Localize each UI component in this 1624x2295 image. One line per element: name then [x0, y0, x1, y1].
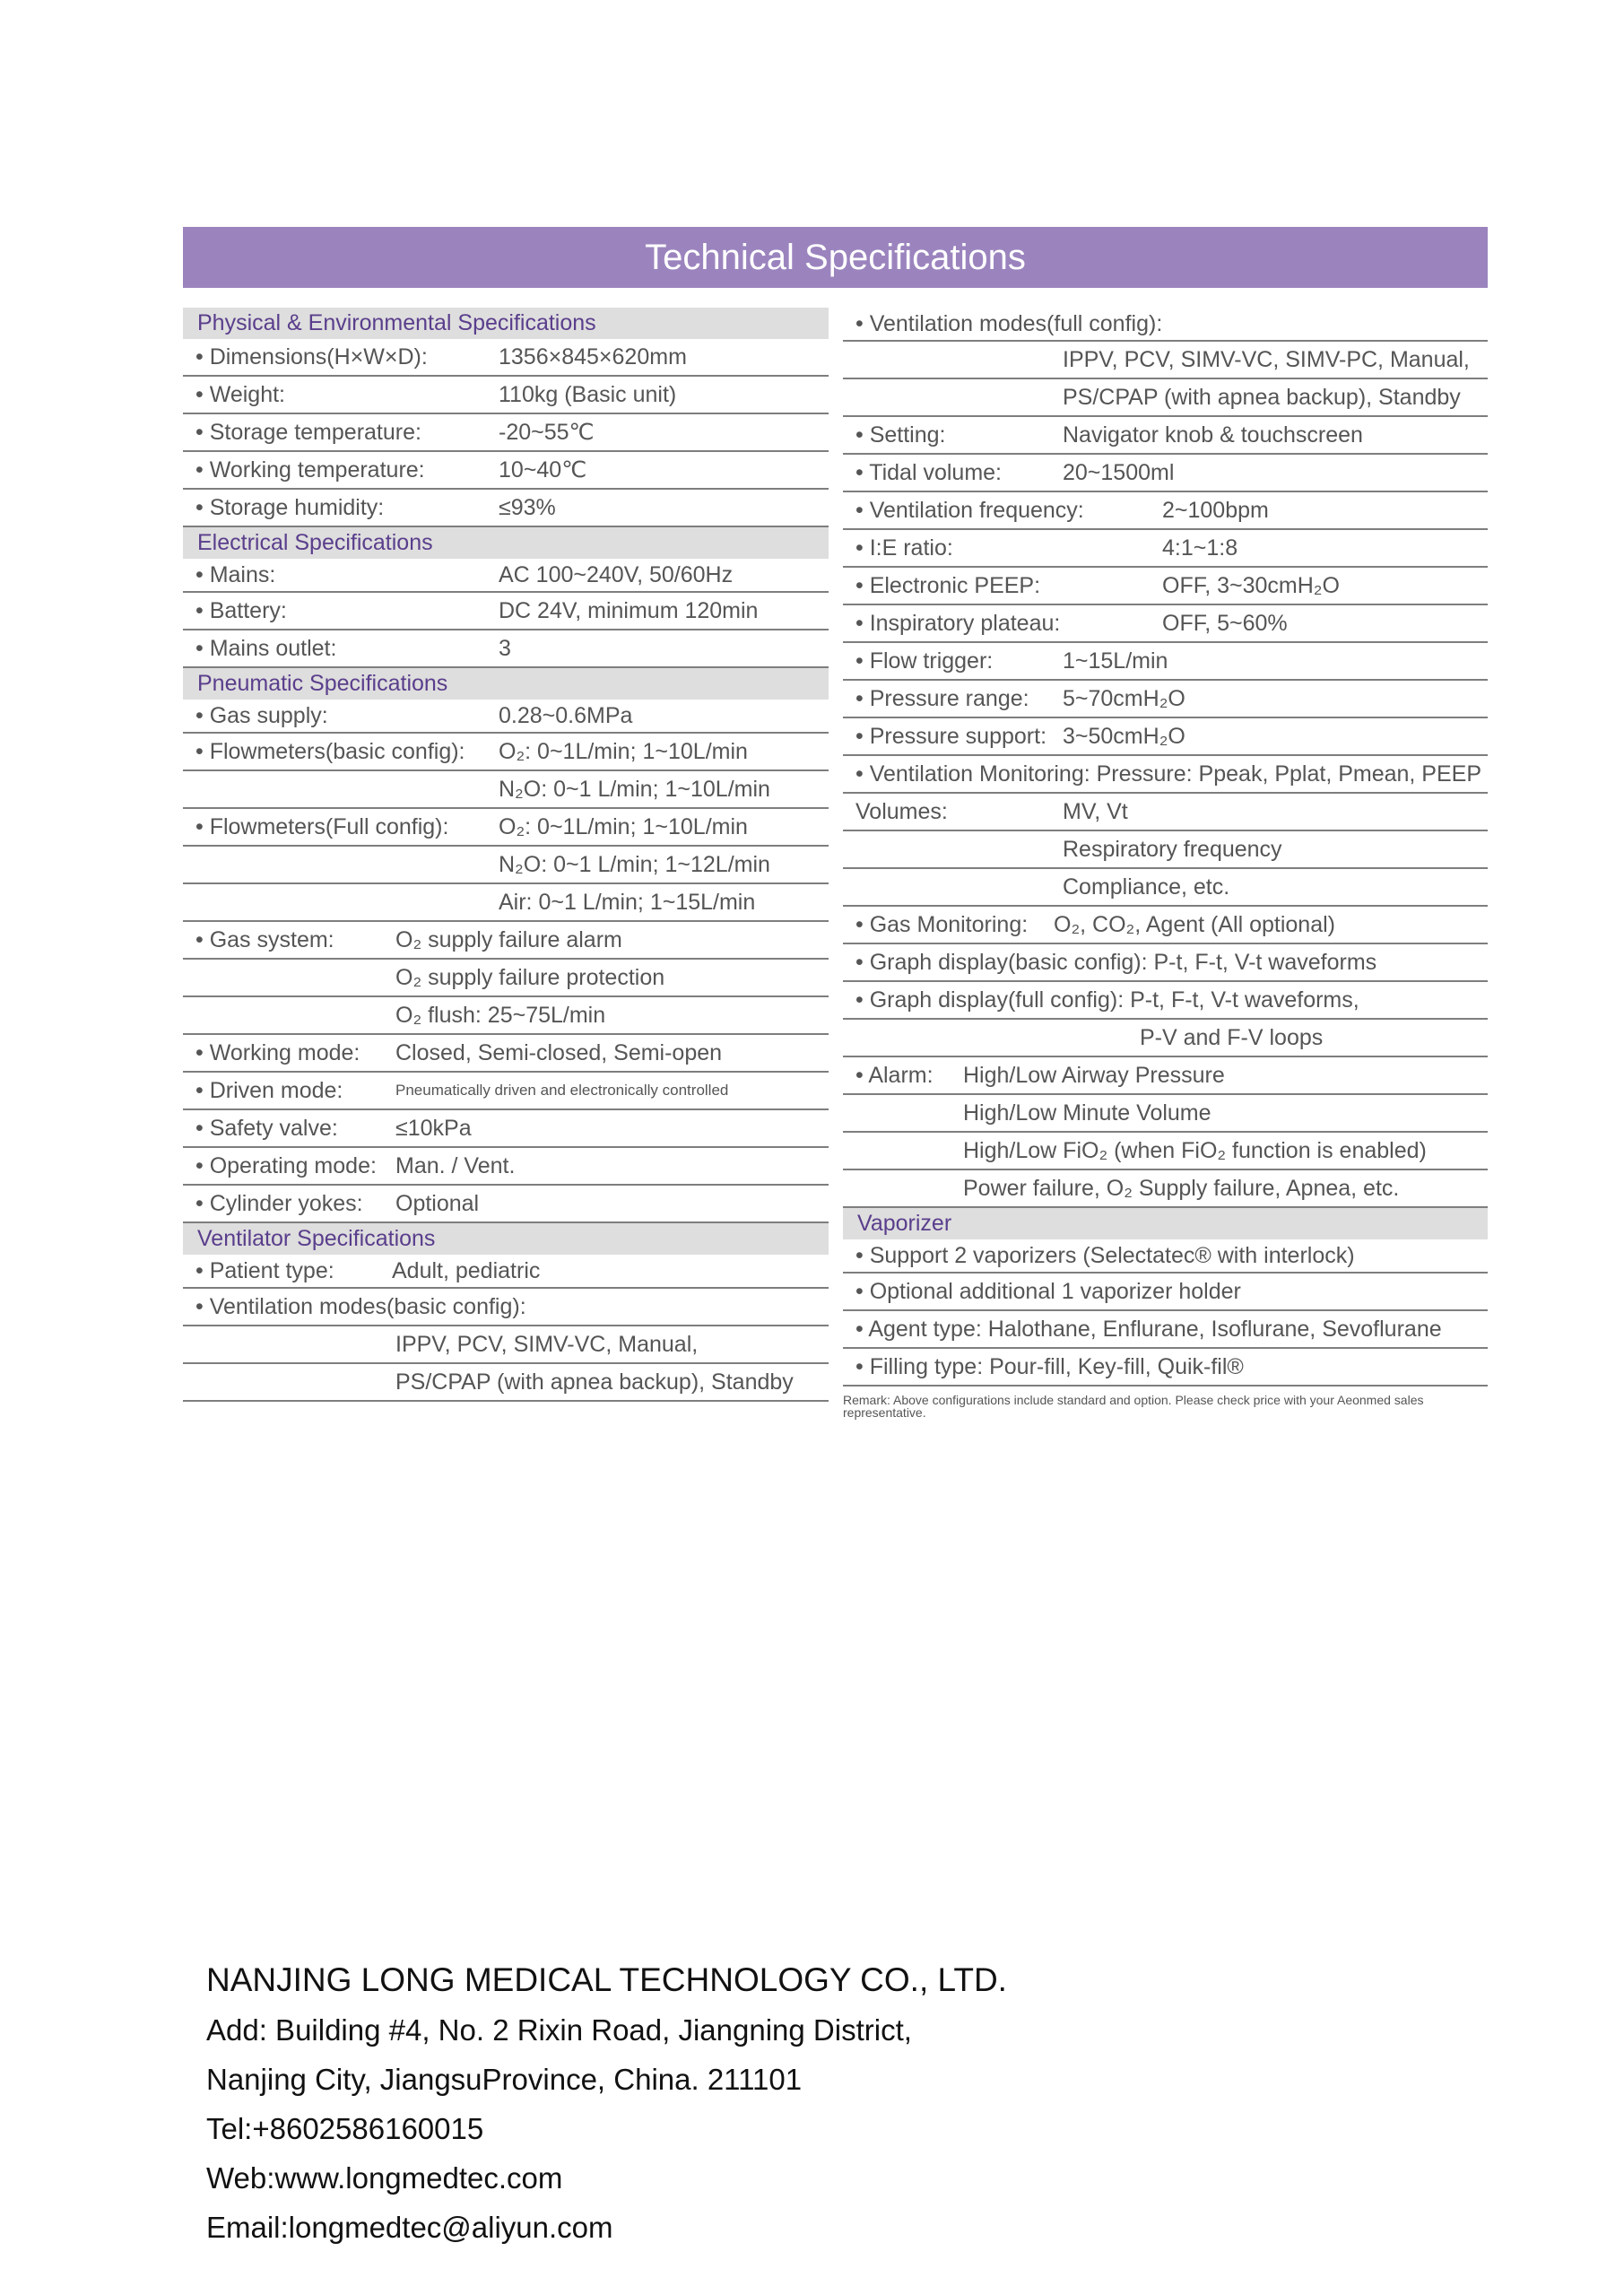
spec-row [183, 1035, 829, 1073]
company-address-line-2: Nanjing City, JiangsuProvince, China. 211101 [206, 2063, 803, 2096]
spec-row [183, 377, 829, 414]
spec-value: 110kg (Basic unit) [499, 382, 677, 407]
spec-row [843, 455, 1488, 492]
spec-row [843, 1057, 1488, 1095]
spec-value: Power failure, O₂ Supply failure, Apnea, etc. [963, 1176, 1400, 1201]
spec-label: • Patient type: [195, 1258, 334, 1283]
spec-value: 10~40℃ [499, 457, 587, 482]
spec-label: • Pressure range: [855, 686, 1029, 711]
spec-row [843, 907, 1488, 944]
left-spec-column [183, 308, 829, 1402]
spec-value: -20~55℃ [499, 420, 595, 445]
spec-label: • Alarm: [855, 1063, 934, 1088]
section-heading: Vaporizer [843, 1208, 1488, 1239]
spec-row [183, 771, 829, 809]
spec-row [843, 379, 1488, 417]
company-phone: Tel:+8602586160015 [206, 2112, 484, 2145]
spec-row [183, 922, 829, 960]
spec-label: • Dimensions(H×W×D): [195, 344, 428, 369]
spec-value: PS/CPAP (with apnea backup), Standby [395, 1369, 794, 1395]
spec-value: Optional [395, 1191, 480, 1216]
spec-value: O₂: 0~1L/min; 1~10L/min [499, 739, 748, 764]
spec-value: 0.28~0.6MPa [499, 703, 633, 728]
spec-label: • Flowmeters(Full config): [195, 814, 449, 839]
spec-label: • Working temperature: [195, 457, 425, 482]
section-heading: Physical & Environmental Specifications [183, 308, 829, 339]
spec-row [843, 530, 1488, 568]
spec-row [843, 308, 1488, 342]
spec-value: 1356×845×620mm [499, 344, 687, 369]
spec-value: O₂: 0~1L/min; 1~10L/min [499, 814, 748, 839]
spec-row [843, 342, 1488, 379]
spec-value: 3~50cmH₂O [1063, 724, 1185, 749]
right-spec-column [843, 308, 1488, 1419]
spec-value: 5~70cmH₂O [1063, 686, 1185, 711]
spec-row [843, 869, 1488, 907]
spec-row [183, 452, 829, 490]
spec-label: • Gas supply: [195, 703, 328, 728]
spec-row [183, 339, 829, 377]
spec-row [183, 809, 829, 847]
spec-value: O₂ supply failure alarm [395, 927, 622, 952]
spec-value: High/Low Airway Pressure [963, 1063, 1225, 1088]
spec-row [843, 756, 1488, 794]
spec-label: • Ventilation modes(full config): [855, 311, 1163, 336]
spec-label: • Working mode: [195, 1040, 360, 1065]
company-address-line-1: Add: Building #4, No. 2 Rixin Road, Jiangning District, [206, 2013, 912, 2047]
spec-row [843, 718, 1488, 756]
spec-row [843, 1274, 1488, 1311]
spec-row [843, 568, 1488, 605]
spec-row [183, 960, 829, 997]
spec-value: MV, Vt [1063, 799, 1128, 824]
spec-row [183, 559, 829, 593]
spec-label: Volumes: [855, 799, 948, 824]
spec-label: • Weight: [195, 382, 285, 407]
spec-row [843, 643, 1488, 681]
spec-label: • Storage temperature: [195, 420, 421, 445]
spec-row [183, 1148, 829, 1186]
spec-value: 4:1~1:8 [1162, 535, 1238, 561]
spec-value: Air: 0~1 L/min; 1~15L/min [499, 890, 756, 915]
spec-row [183, 1186, 829, 1223]
spec-row [183, 1073, 829, 1110]
spec-row [183, 630, 829, 668]
spec-value: High/Low Minute Volume [963, 1100, 1211, 1126]
spec-row [183, 884, 829, 922]
spec-label: • Driven mode: [195, 1078, 343, 1103]
spec-value: Closed, Semi-closed, Semi-open [395, 1040, 723, 1065]
spec-label: • Ventilation frequency: [855, 498, 1084, 523]
spec-value: 1~15L/min [1063, 648, 1168, 674]
spec-label: • Electronic PEEP: [855, 573, 1041, 598]
spec-value: OFF, 5~60% [1162, 611, 1288, 636]
spec-label: • Optional additional 1 vaporizer holder [855, 1279, 1241, 1304]
section-heading: Ventilator Specifications [183, 1223, 829, 1255]
spec-value: IPPV, PCV, SIMV-VC, SIMV-PC, Manual, [1063, 347, 1470, 372]
spec-row [183, 490, 829, 527]
company-info [206, 1955, 1007, 2252]
spec-value: PS/CPAP (with apnea backup), Standby [1063, 385, 1461, 410]
spec-label: • Graph display(full config): P-t, F-t, V-t waveforms, [855, 987, 1359, 1013]
spec-value: AC 100~240V, 50/60Hz [499, 562, 734, 587]
company-website: Web:www.longmedtec.com [206, 2161, 563, 2195]
spec-label: • Inspiratory plateau: [855, 611, 1061, 636]
spec-row [183, 1289, 829, 1326]
spec-value: OFF, 3~30cmH₂O [1162, 573, 1340, 598]
spec-value: 2~100bpm [1162, 498, 1269, 523]
spec-row [843, 831, 1488, 869]
section-heading: Pneumatic Specifications [183, 668, 829, 700]
spec-row [183, 1110, 829, 1148]
spec-row [843, 1133, 1488, 1170]
spec-value: 20~1500ml [1063, 460, 1175, 485]
spec-row [183, 734, 829, 771]
spec-label: • Tidal volume: [855, 460, 1002, 485]
company-name: NANJING LONG MEDICAL TECHNOLOGY CO., LTD. [206, 1961, 1007, 1998]
spec-label: • Gas system: [195, 927, 334, 952]
spec-row [843, 1095, 1488, 1133]
spec-value: Adult, pediatric [392, 1258, 541, 1283]
spec-row [843, 982, 1488, 1020]
spec-value: N₂O: 0~1 L/min; 1~12L/min [499, 852, 770, 877]
spec-label: • Storage humidity: [195, 495, 385, 520]
spec-row [843, 681, 1488, 718]
spec-value: High/Low FiO₂ (when FiO₂ function is enabled) [963, 1138, 1427, 1163]
spec-label: • Cylinder yokes: [195, 1191, 363, 1216]
spec-value: N₂O: 0~1 L/min; 1~10L/min [499, 777, 770, 802]
spec-label: • Setting: [855, 422, 946, 448]
spec-row [183, 1326, 829, 1364]
spec-row [843, 1020, 1488, 1057]
spec-value: O₂ supply failure protection [395, 965, 665, 990]
spec-label: • Mains: [195, 562, 276, 587]
spec-row [843, 605, 1488, 643]
spec-label: • Graph display(basic config): P-t, F-t, V-t waveforms [855, 950, 1377, 975]
spec-value: 3 [499, 636, 511, 661]
spec-label: • Ventilation Monitoring: Pressure: Ppeak, Pplat, Pmean, PEEP [855, 761, 1482, 787]
spec-value: O₂ flush: 25~75L/min [395, 1003, 606, 1028]
spec-row [183, 1255, 829, 1289]
right-spec-rows [843, 308, 1488, 1387]
spec-row [843, 1349, 1488, 1387]
spec-value: IPPV, PCV, SIMV-VC, Manual, [395, 1332, 699, 1357]
spec-value: P-V and F-V loops [1140, 1025, 1324, 1050]
spec-label: • Flowmeters(basic config): [195, 739, 465, 764]
spec-row [183, 847, 829, 884]
spec-label: • Operating mode: [195, 1153, 377, 1178]
company-email: Email:longmedtec@aliyun.com [206, 2211, 613, 2244]
spec-label: • Gas Monitoring: [855, 912, 1029, 937]
spec-title-banner: Technical Specifications [183, 227, 1488, 288]
spec-value: Pneumatically driven and electronically controlled [395, 1082, 729, 1099]
spec-value: Respiratory frequency [1063, 837, 1282, 862]
spec-value: ≤93% [499, 495, 556, 520]
spec-label: • I:E ratio: [855, 535, 953, 561]
spec-value: DC 24V, minimum 120min [499, 598, 759, 623]
spec-row [843, 1239, 1488, 1274]
spec-value: ≤10kPa [395, 1116, 472, 1141]
spec-value: Navigator knob & touchscreen [1063, 422, 1363, 448]
spec-row [843, 1170, 1488, 1208]
spec-label: • Battery: [195, 598, 287, 623]
spec-row [843, 492, 1488, 530]
spec-value: Man. / Vent. [395, 1153, 516, 1178]
spec-label: • Ventilation modes(basic config): [195, 1294, 526, 1319]
spec-label: • Mains outlet: [195, 636, 337, 661]
spec-label: • Support 2 vaporizers (Selectatec® with interlock) [855, 1243, 1355, 1268]
spec-row [843, 944, 1488, 982]
spec-row [183, 414, 829, 452]
remark-note: Remark: Above configurations include standard and option. Please check price with your Aeonmed sales representative. [843, 1393, 1424, 1420]
spec-label: • Agent type: Halothane, Enflurane, Isoflurane, Sevoflurane [855, 1317, 1442, 1342]
spec-row [183, 700, 829, 734]
spec-label: • Filling type: Pour-fill, Key-fill, Quik-fil® [855, 1354, 1244, 1379]
spec-label: • Safety valve: [195, 1116, 338, 1141]
spec-value: O₂, CO₂, Agent (All optional) [1054, 912, 1335, 937]
spec-row [183, 593, 829, 630]
spec-row [843, 417, 1488, 455]
spec-row [183, 997, 829, 1035]
section-heading: Electrical Specifications [183, 527, 829, 559]
spec-value: Compliance, etc. [1063, 874, 1230, 900]
spec-row [183, 1364, 829, 1402]
spec-row [843, 794, 1488, 831]
spec-label: • Flow trigger: [855, 648, 994, 674]
spec-row [843, 1311, 1488, 1349]
spec-label: • Pressure support: [855, 724, 1047, 749]
